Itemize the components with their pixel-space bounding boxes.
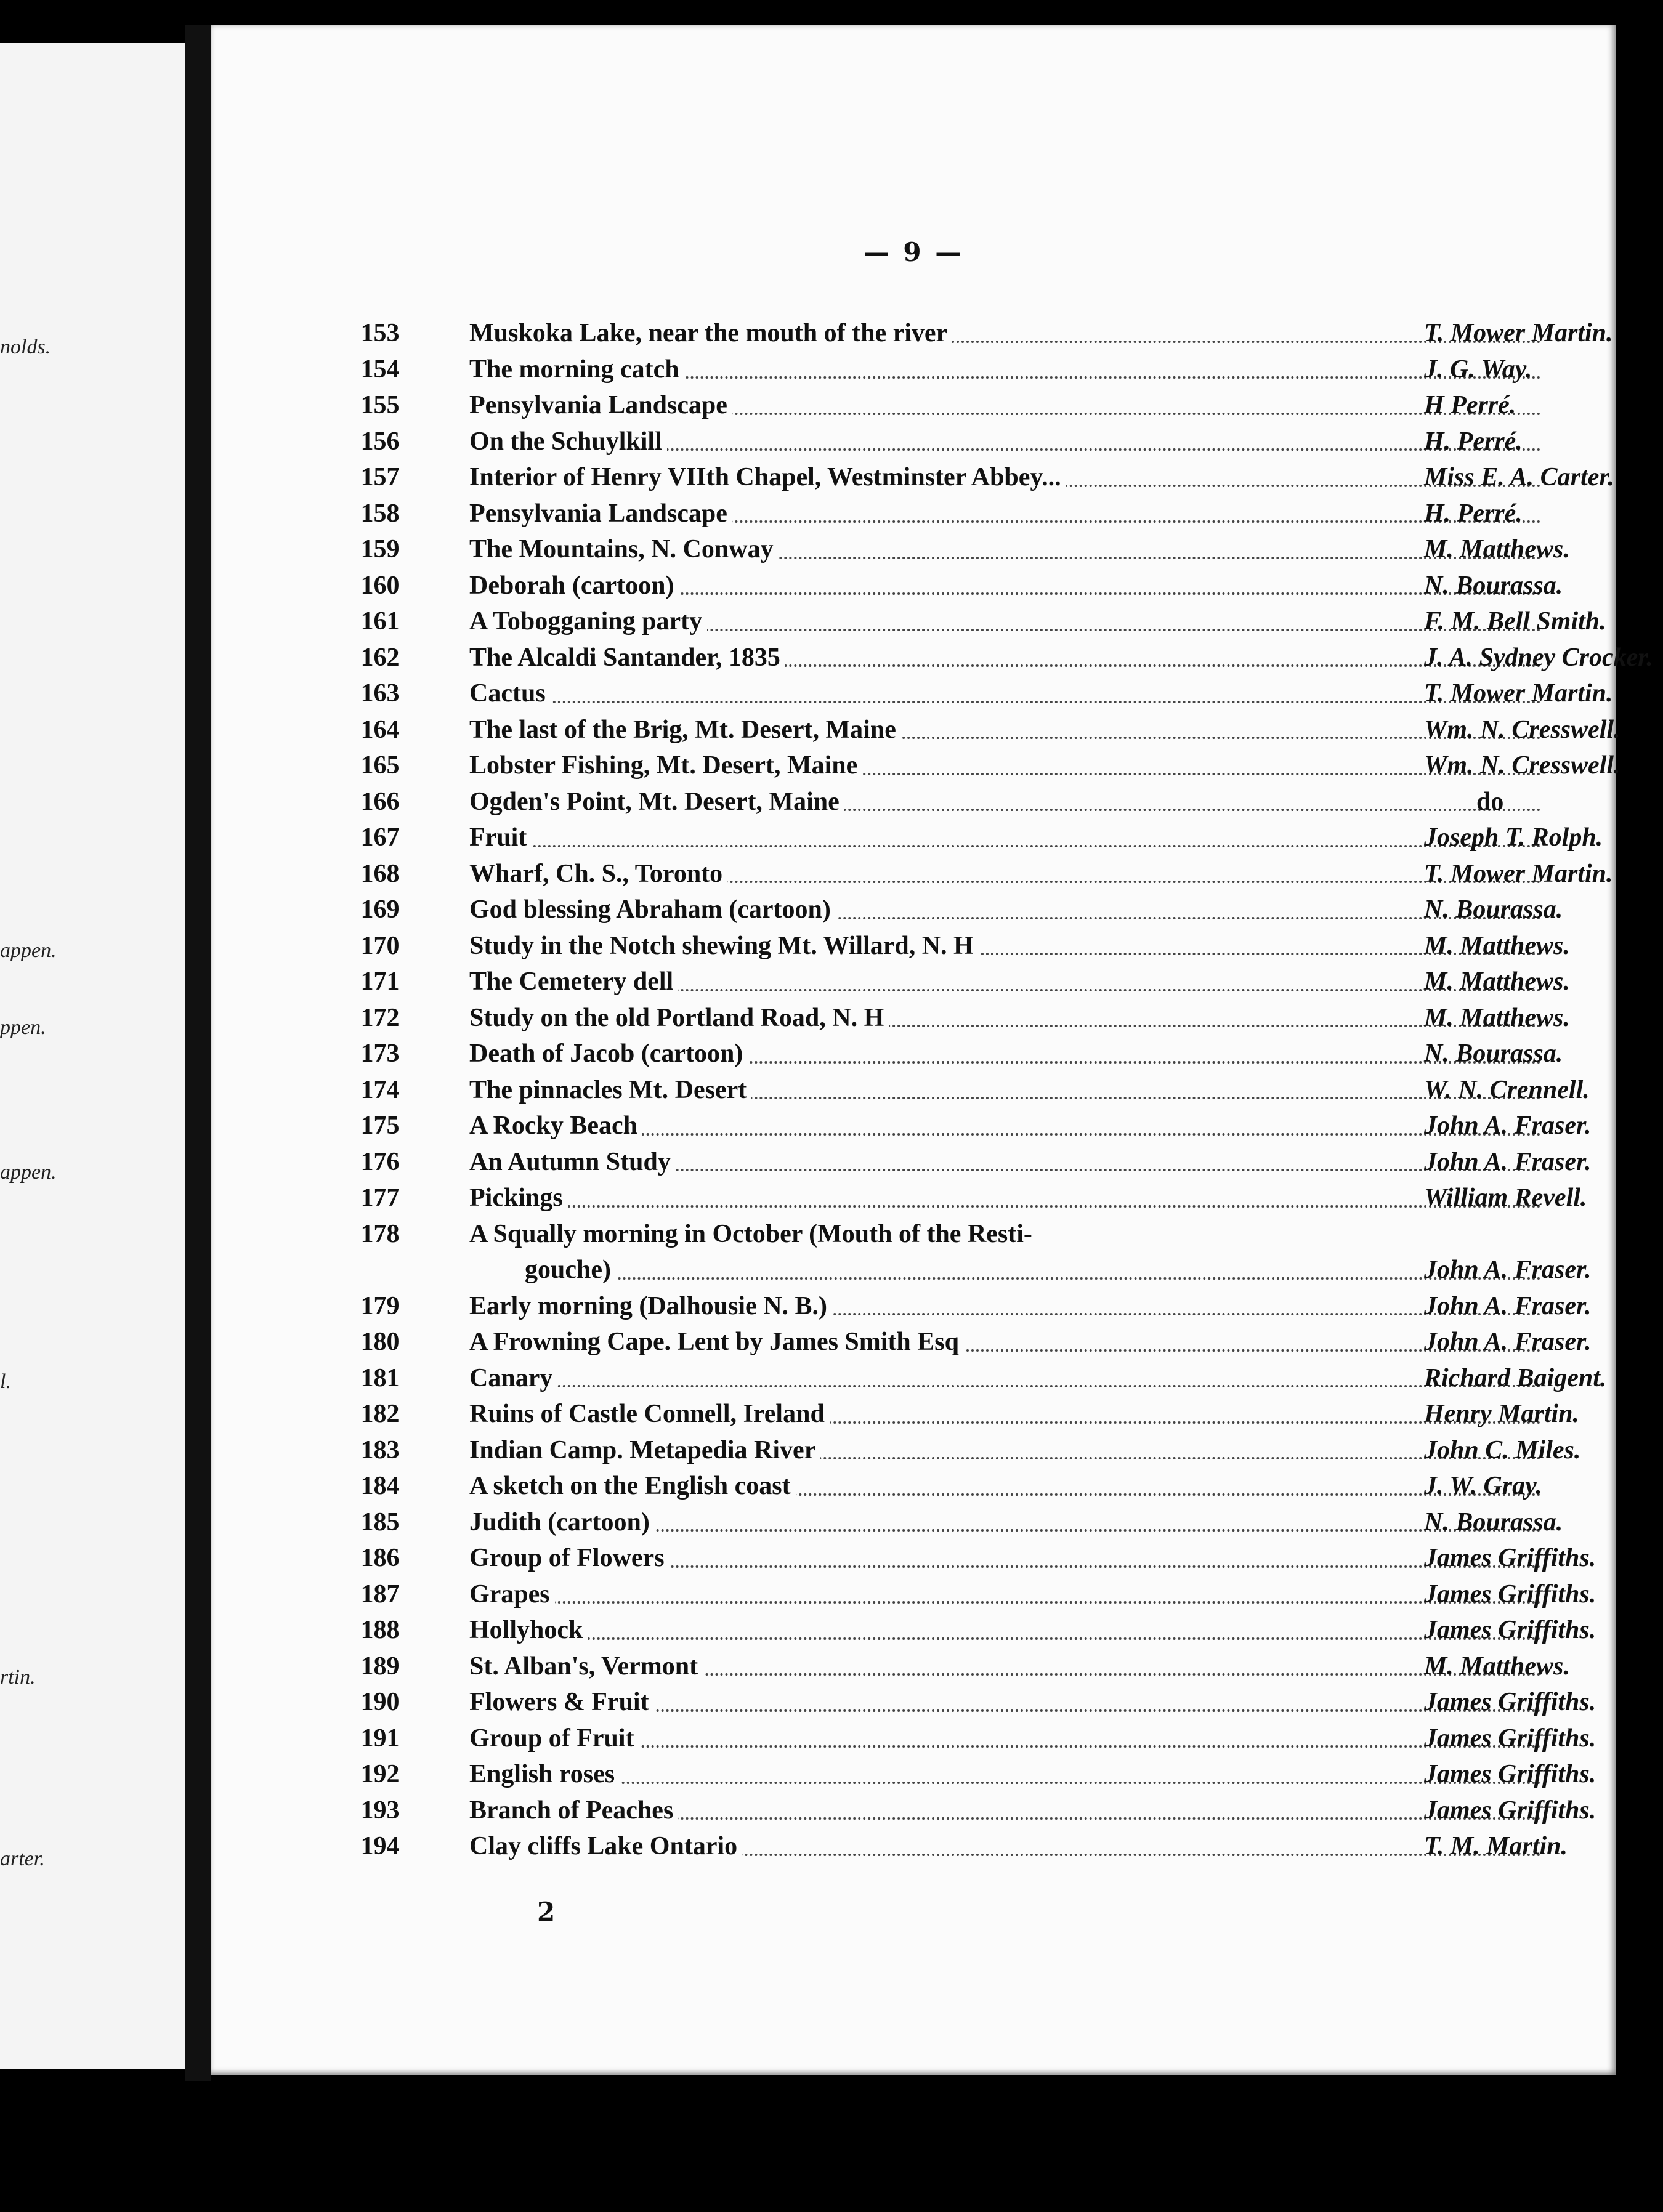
catalogue-entry: [346, 1828, 1609, 1865]
entry-title: [469, 1793, 1541, 1829]
entry-number: 163: [360, 679, 400, 708]
entry-title-text: The morning catch: [469, 355, 684, 384]
catalogue-entry: [346, 1504, 1609, 1541]
entry-artist: John A. Fraser.: [1424, 1256, 1592, 1284]
entry-number: 159: [360, 535, 400, 563]
facing-page-fragment: nolds.: [0, 336, 51, 358]
entry-title-text: A Squally morning in October (Mouth of the Resti-: [469, 1220, 1037, 1248]
entry-title-text: Indian Camp. Metapedia River: [469, 1436, 820, 1464]
entry-number: 169: [360, 895, 400, 924]
entry-title: [469, 712, 1541, 748]
catalogue-entry: [346, 640, 1653, 676]
entry-title-text: Lobster Fishing, Mt. Desert, Maine: [469, 751, 862, 780]
catalogue-entry: [346, 387, 1609, 424]
catalogue-entry: [346, 1684, 1609, 1721]
entry-number: 153: [360, 319, 400, 347]
entry-artist: T. Mower Martin.: [1424, 319, 1613, 347]
entry-number: 186: [360, 1544, 400, 1572]
facing-page-fragment: rtin.: [0, 1666, 36, 1689]
entry-artist: T. M. Martin.: [1424, 1832, 1568, 1860]
entry-artist: W. N. Crennell.: [1424, 1075, 1590, 1104]
catalogue-entry: [346, 1108, 1609, 1144]
entry-number: 174: [360, 1075, 400, 1104]
entry-artist: H Perré.: [1424, 391, 1516, 419]
entry-title-text: Grapes: [469, 1580, 555, 1609]
entry-title: [469, 1828, 1541, 1865]
facing-page-fragment: appen.: [0, 1161, 57, 1184]
entry-number: 191: [360, 1724, 400, 1753]
entry-title: [469, 964, 1541, 1000]
catalogue-page: [211, 25, 1653, 2075]
entry-title: [469, 1721, 1541, 1757]
catalogue-entry: [346, 424, 1609, 460]
entry-number: 179: [360, 1291, 400, 1320]
entry-title: [469, 784, 1541, 820]
entry-artist: M. Matthews.: [1424, 931, 1570, 960]
entry-artist: J. G. Way.: [1424, 355, 1532, 384]
entry-number: 173: [360, 1039, 400, 1068]
entry-number: 160: [360, 571, 400, 600]
catalogue-entry: [346, 1576, 1609, 1613]
catalogue-entry: [346, 1396, 1609, 1432]
entry-number: 171: [360, 967, 400, 996]
entry-number: 182: [360, 1400, 400, 1428]
entry-artist: James Griffiths.: [1424, 1760, 1596, 1788]
entry-artist: Miss E. A. Carter.: [1424, 463, 1614, 491]
catalogue-entry: [346, 1144, 1609, 1181]
entry-artist: Henry Martin.: [1424, 1400, 1580, 1428]
catalogue-entry: [346, 568, 1609, 604]
entry-artist: Wm. N. Cresswell.: [1424, 751, 1621, 780]
entry-artist: H. Perré.: [1424, 427, 1523, 456]
entry-artist: N. Bourassa.: [1424, 895, 1563, 924]
entry-title-text: Study on the old Portland Road, N. H: [469, 1004, 889, 1032]
entry-title: [469, 1144, 1541, 1181]
entry-title-text: The Cemetery dell: [469, 967, 678, 996]
entry-artist: J. A. Sydney Crocker.: [1424, 643, 1653, 672]
entry-number: 155: [360, 391, 400, 419]
entry-title-text: Canary: [469, 1364, 557, 1392]
entry-title-text: Judith (cartoon): [469, 1508, 655, 1536]
entry-title: [469, 1612, 1541, 1649]
facing-page-fragment: ppen.: [0, 1016, 46, 1039]
entry-title-text: Interior of Henry VIIth Chapel, Westminster Abbey...: [469, 463, 1066, 491]
entry-title-text: God blessing Abraham (cartoon): [469, 895, 836, 924]
entry-artist: M. Matthews.: [1424, 1003, 1570, 1032]
entry-artist: N. Bourassa.: [1424, 571, 1563, 600]
catalogue-entry: [346, 1072, 1609, 1108]
entry-title-text: Deborah (cartoon): [469, 571, 679, 600]
entry-number: 175: [360, 1112, 400, 1140]
entry-title: [469, 531, 1541, 568]
entry-number: 178: [360, 1219, 400, 1248]
entry-title-text: The Mountains, N. Conway: [469, 535, 779, 563]
entry-number: 189: [360, 1652, 400, 1681]
entry-title-text: A Rocky Beach: [469, 1112, 642, 1140]
entry-artist: M. Matthews.: [1424, 967, 1570, 996]
entry-artist: M. Matthews.: [1424, 1652, 1570, 1681]
entry-title-text: The pinnacles Mt. Desert: [469, 1076, 751, 1104]
entry-number: 170: [360, 931, 400, 960]
entry-number: 185: [360, 1508, 400, 1536]
dot-leader: [469, 701, 1541, 703]
entry-number: 167: [360, 823, 400, 852]
entry-number: 165: [360, 751, 400, 780]
entry-artist: James Griffiths.: [1424, 1580, 1596, 1609]
entry-number: 157: [360, 463, 400, 491]
catalogue-entry: [346, 603, 1609, 640]
entry-title-text: The last of the Brig, Mt. Desert, Maine: [469, 716, 901, 744]
entry-artist: Joseph T. Rolph.: [1424, 823, 1603, 852]
entry-number: 193: [360, 1796, 400, 1825]
entry-title: [469, 387, 1541, 424]
entry-title-text: Pensylvania Landscape: [469, 391, 732, 419]
facing-page-fragment: l.: [0, 1370, 11, 1393]
entry-title-text: A Frowning Cape. Lent by James Smith Esq: [469, 1328, 964, 1356]
catalogue-entry: [346, 1432, 1609, 1469]
catalogue-entry: [346, 1721, 1609, 1757]
entry-title: [469, 1756, 1541, 1793]
entry-title: [469, 424, 1541, 460]
entry-title-text: Study in the Notch shewing Mt. Willard, N. H: [469, 932, 979, 960]
dot-leader: [469, 1637, 1541, 1640]
entry-artist: H. Perré.: [1424, 499, 1523, 528]
entry-number: 177: [360, 1184, 400, 1212]
entry-title-text: On the Schuylkill: [469, 427, 667, 456]
catalogue-entry: [346, 315, 1613, 352]
entry-number: 168: [360, 859, 400, 888]
dot-leader: [469, 1385, 1541, 1387]
catalogue-entry: [346, 352, 1609, 388]
catalogue-entry: [346, 1756, 1609, 1793]
entry-number: 194: [360, 1832, 400, 1860]
entry-title-continuation: [525, 1252, 1541, 1288]
entry-title-text: Group of Flowers: [469, 1544, 670, 1572]
dot-leader: [469, 1782, 1541, 1784]
entry-title: [469, 1036, 1541, 1072]
entry-title-text: Death of Jacob (cartoon): [469, 1039, 748, 1068]
catalogue-entry: [346, 1360, 1609, 1397]
entry-artist: James Griffiths.: [1424, 1544, 1596, 1572]
entry-number: 183: [360, 1435, 400, 1464]
catalogue-entry: [346, 964, 1609, 1000]
entry-title: [469, 928, 1541, 964]
dot-leader: [469, 1601, 1541, 1604]
entry-number: 172: [360, 1003, 400, 1032]
catalogue-entry: [346, 1036, 1609, 1072]
entry-title-text: English roses: [469, 1760, 620, 1788]
entry-title: [469, 1072, 1541, 1108]
entry-title: [469, 352, 1541, 388]
entry-artist: James Griffiths.: [1424, 1796, 1596, 1825]
entry-title-text: Hollyhock: [469, 1616, 588, 1644]
entry-title: [469, 1180, 1541, 1216]
entry-artist: John A. Fraser.: [1424, 1112, 1592, 1140]
entry-artist: James Griffiths.: [1424, 1724, 1596, 1753]
entry-title: [469, 748, 1541, 784]
entry-number: 187: [360, 1580, 400, 1609]
catalogue-entry: [346, 1000, 1609, 1036]
entry-title: [469, 676, 1541, 712]
entry-title-text: Flowers & Fruit: [469, 1688, 654, 1716]
entry-title: [469, 1108, 1541, 1144]
entry-title: [469, 459, 1541, 496]
entry-artist: T. Mower Martin.: [1424, 679, 1613, 708]
catalogue-entry: [346, 892, 1609, 928]
entry-title: [469, 315, 1541, 352]
entry-title-text: Cactus: [469, 679, 551, 708]
entry-artist: James Griffiths.: [1424, 1616, 1596, 1644]
entry-artist: John C. Miles.: [1424, 1435, 1581, 1464]
facing-page-fragment: arter.: [0, 1847, 45, 1870]
book-gutter: [185, 25, 211, 2081]
entry-title: [469, 1396, 1541, 1432]
catalogue-list: [346, 315, 1653, 1865]
catalogue-entry: [346, 1288, 1609, 1325]
entry-artist: William Revell.: [1424, 1184, 1587, 1212]
entry-title: [469, 568, 1541, 604]
entry-title-text: Pensylvania Landscape: [469, 499, 732, 528]
catalogue-entry: [346, 748, 1621, 784]
entry-title: [469, 1504, 1541, 1541]
entry-number: 162: [360, 643, 400, 672]
entry-artist: Richard Baigent.: [1424, 1363, 1607, 1392]
entry-number: 154: [360, 355, 400, 384]
facing-page-fragment: appen.: [0, 939, 57, 962]
entry-artist: James Griffiths.: [1424, 1688, 1596, 1716]
catalogue-entry: [346, 1180, 1609, 1216]
entry-title: [469, 603, 1541, 640]
dot-leader: [469, 1205, 1541, 1208]
catalogue-entry: [346, 1324, 1609, 1360]
entry-title-text: The Alcaldi Santander, 1835: [469, 644, 785, 672]
entry-number: 166: [360, 787, 400, 816]
catalogue-entry: [346, 676, 1613, 712]
catalogue-entry: [346, 531, 1609, 568]
entry-title: [469, 1432, 1541, 1469]
catalogue-entry: [346, 459, 1614, 496]
entry-title: [469, 1216, 1541, 1253]
catalogue-entry: [346, 1793, 1609, 1829]
entry-artist: F. M. Bell Smith.: [1424, 607, 1606, 636]
catalogue-entry: [346, 712, 1621, 748]
entry-title-text: Branch of Peaches: [469, 1796, 678, 1825]
entry-title-text: A Tobogganing party: [469, 607, 707, 636]
entry-number: 156: [360, 427, 400, 456]
entry-title-text: Clay cliffs Lake Ontario: [469, 1832, 742, 1860]
entry-title-text: Early morning (Dalhousie N. B.): [469, 1292, 832, 1320]
entry-title-text: Muskoka Lake, near the mouth of the river: [469, 319, 952, 347]
entry-title: [469, 856, 1541, 892]
entry-title-text: Group of Fruit: [469, 1724, 639, 1753]
entry-title-text: Wharf, Ch. S., Toronto: [469, 860, 727, 888]
entry-title-text: St. Alban's, Vermont: [469, 1652, 703, 1681]
catalogue-entry: [346, 856, 1613, 892]
entry-artist: N. Bourassa.: [1424, 1508, 1563, 1536]
entry-title-text: Fruit: [469, 823, 532, 852]
catalogue-entry: [346, 1649, 1609, 1685]
catalogue-entry: [346, 820, 1609, 856]
entry-title: [469, 640, 1541, 676]
entry-number: 180: [360, 1328, 400, 1356]
entry-number: 161: [360, 607, 400, 636]
entry-title: [469, 1360, 1541, 1397]
catalogue-entry: [346, 1540, 1609, 1576]
entry-title-text: gouche): [525, 1256, 616, 1284]
entry-artist: T. Mower Martin.: [1424, 859, 1613, 888]
entry-number: 192: [360, 1760, 400, 1788]
entry-title-text: Pickings: [469, 1184, 568, 1212]
entry-artist: John A. Fraser.: [1424, 1291, 1592, 1320]
scan-border: [0, 2081, 1663, 2212]
entry-artist: M. Matthews.: [1424, 535, 1570, 563]
catalogue-entry: [346, 1468, 1609, 1504]
entry-artist: Wm. N. Cresswell.: [1424, 715, 1621, 744]
entry-artist: do: [1476, 787, 1504, 816]
entry-number: 190: [360, 1688, 400, 1716]
catalogue-entry: [346, 928, 1609, 964]
catalogue-entry: [346, 496, 1609, 532]
dot-leader: [525, 1277, 1541, 1280]
entry-number: 164: [360, 715, 400, 744]
entry-title: [469, 1576, 1541, 1613]
dot-leader: [469, 845, 1541, 847]
entry-artist: John A. Fraser.: [1424, 1328, 1592, 1356]
entry-title: [469, 1288, 1541, 1325]
entry-title-text: A sketch on the English coast: [469, 1472, 796, 1500]
entry-number: 158: [360, 499, 400, 528]
page-number: — 9 —: [863, 237, 964, 267]
entry-title-text: An Autumn Study: [469, 1148, 676, 1176]
entry-artist: John A. Fraser.: [1424, 1147, 1592, 1176]
entry-artist: J. W. Gray.: [1424, 1472, 1542, 1500]
entry-number: 176: [360, 1147, 400, 1176]
entry-number: 181: [360, 1363, 400, 1392]
entry-title: [469, 1649, 1541, 1685]
entry-title: [469, 1000, 1541, 1036]
entry-title-text: Ruins of Castle Connell, Ireland: [469, 1400, 830, 1428]
signature-mark: 2: [537, 1897, 556, 1927]
entry-title: [469, 1324, 1541, 1360]
entry-number: 184: [360, 1472, 400, 1500]
catalogue-entry: [346, 1216, 1609, 1288]
entry-number: 188: [360, 1616, 400, 1644]
entry-title: [469, 1468, 1541, 1504]
entry-title-text: Ogden's Point, Mt. Desert, Maine: [469, 788, 844, 816]
entry-title: [469, 820, 1541, 856]
catalogue-entry: [346, 1612, 1609, 1649]
entry-artist: N. Bourassa.: [1424, 1039, 1563, 1068]
entry-title: [469, 892, 1541, 928]
entry-title: [469, 1540, 1541, 1576]
entry-title: [469, 496, 1541, 532]
catalogue-entry: [346, 784, 1609, 820]
entry-title: [469, 1684, 1541, 1721]
